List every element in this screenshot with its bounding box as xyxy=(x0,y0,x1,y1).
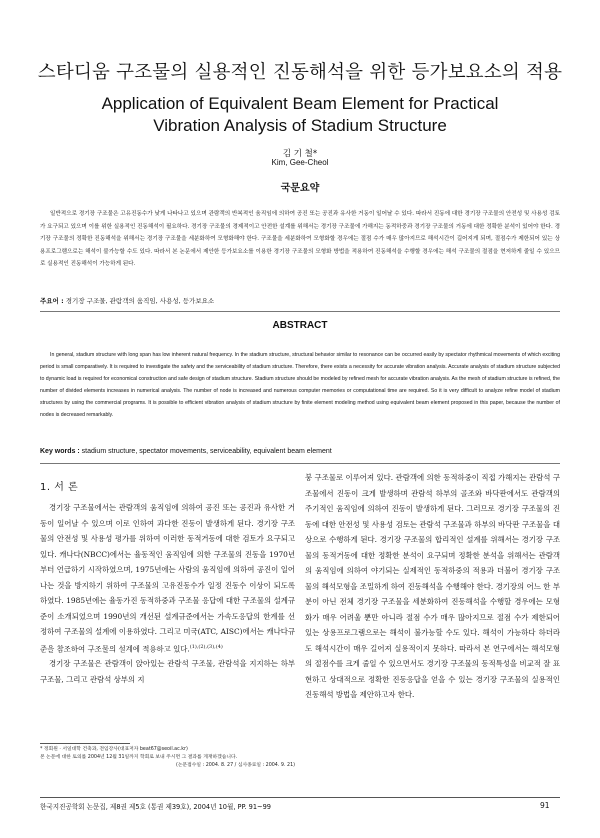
title-en-line2: Vibration Analysis of Stadium Structure xyxy=(153,116,447,135)
footnote-divider xyxy=(40,743,130,744)
section-title: 1. 서 론 xyxy=(40,482,79,493)
page-number: 91 xyxy=(540,801,550,810)
author-korean: 김 기 철* xyxy=(282,149,318,159)
footnote-line: 본 논문에 대한 토의를 2004년 12월 31일까지 학회로 보내 주시면 그 결과를 게재하겠습니다. xyxy=(40,755,238,761)
paper-title-english xyxy=(0,93,600,137)
korean-keywords-text: 경기장 구조물, 관람객의 움직임, 사용성, 등가보요소 xyxy=(65,297,215,305)
english-abstract-body: In general, stadium structure with long span has low inherent natural frequency. In the stadium structure, structural behavior similar to resonance can be occurred easily by spectator rhythmical movements of which exciting period is small comparatively. It is required to investigate the safety and the serviceability of stadium structure. Therefore, there exists a necessity for accurate vibration analysis. Accurate analysis of stadium structure subjected to dynamic load is required for economical construction and safe design of stadium structure. Stadium structure should be modeled by refined mesh for accurate vibration analysis. As the mesh of stadium structure is refined, the number of divided elements increases in numerical analysis. The number of node is increased and numerous computer memories or computational time are required. So it is very difficult to analyze refine model of stadium structures by using the commercial programs. It is possible to efficient vibration analysis of stadium structure by finite element modeling method using equivalent beam element proposed in this paper, because the number of nodes is decreased remarkably. xyxy=(40,352,560,418)
paragraph: 붕 구조물로 이루어져 있다. 관람객에 의한 동적하중이 직접 가해지는 관람석 구조물에서 진동이 크게 발생하며 관람석 하부의 골조와 바닥판에서도 관람객의 주기적인 움직임에 의하여 진동이 발생하게 된다. 그러므로 경기장 구조물의 진동에 대한 안전성 및 사용성 검토는 관람석 구조물과 하부의 바닥판 구조물을 대상으로 수행하게 된다. 경기장 구조물의 합리적인 설계를 위해서는 경기장 구조물의 동적거동에 대한 정확한 분석이 요구되며 정확한 분석을 위해서는 관람객의 움직임에 의하여 야기되는 실제적인 동적하중의 적용과 더불어 경기장 구조물의 해석모형을 조밀하게 하여 진동해석을 수행해야 한다. 경기장의 어느 한 부분이 아닌 전체 경기장 구조물을 세분화하여 진동해석을 수행할 경우에는 모형화가 매우 어려울 뿐만 아니라 절점 수가 매우 많아지므로 절점 수가 제한되어 있는 상용프로그램으로는 해석이 불가능할 수도 있다. 해석이 가능하다 하더라도 해석시간이 매우 길어져 실용적이지 못하다. 따라서 본 연구에서는 해석모형의 절점수를 크게 줄일 수 있으면서도 경기장 구조물의 동적특성을 비교적 잘 표현하고 상대적으로 정확한 진동응답을 얻을 수 있는 경기장 구조물의 실용적인 진동해석 방법을 제안하고자 한다. xyxy=(305,473,560,699)
footnote-line: (논문접수일 : 2004. 8. 27 / 심사종료일 : 2004. 9. 21) xyxy=(175,763,295,769)
footnote-line: * 정회원 · 서일대학 건축과, 전임강사(대표저자 beat67@seoil.ac.kr) xyxy=(40,747,188,752)
english-keywords-label: Key words : xyxy=(40,448,80,455)
korean-keywords xyxy=(40,296,560,305)
korean-keywords-label: 주요어 : xyxy=(40,297,64,305)
divider xyxy=(40,463,560,464)
paragraph: 경기장 구조물은 관람객이 앉아있는 관람석 구조물, 관람석을 지지하는 하부 구조물, 그리고 관람석 상부의 지 xyxy=(40,659,295,684)
left-column xyxy=(40,500,295,687)
footer-divider xyxy=(40,797,560,798)
divider xyxy=(40,311,560,312)
english-abstract-heading: ABSTRACT xyxy=(272,320,328,331)
korean-abstract-heading: 국문요약 xyxy=(280,183,320,194)
journal-citation: 한국지진공학회 논문집, 제8권 제5호 (통권 제39호), 2004년 10월, PP. 91~99 xyxy=(40,803,271,811)
paragraph-text: 경기장 구조물에서는 관람객의 움직임에 의하여 공진 또는 공진과 유사한 거동이 일어날 수 있으며 이로 인하여 과다한 진동이 발생하게 된다. 경기장 구조물의 안전성 및 사용성 평가를 위하여 이러한 동적거동에 대한 검토가 요구되고 있다. 캐나다(NBCC)에서는 율동적인 움직임에 의한 구조물의 진동을 1970년부터 언급하기 시작하였으며, 1975년에는 사람의 움직임에 의하여 공진이 일어나는 것을 방지하기 위하여 구조물의 고유진동수가 일정 진동수 이상이 되도록 하였다. 1985년에는 율동가진 동적하중과 구조물 응답에 대한 구조물의 설계규준이 소개되었으며 1990년의 개선된 설계규준에서는 가속도응답의 한계를 선정하여 구조물의 설계에 이용하였다. 그리고 미국(ATC, AISC)에서는 캐나다규준을 참조하여 구조물의 설계에 적용하고 있다. xyxy=(40,503,295,653)
title-en-line1: Application of Equivalent Beam Element for Practical xyxy=(101,94,499,113)
korean-abstract-body: 일반적으로 경기장 구조물은 고유진동수가 낮게 나타나고 있으며 관람객의 반복적인 움직임에 의하여 공진 또는 공진과 유사한 거동이 일어날 수 있다. 따라서 진동에 대한 경기장 구조물의 안전성 및 사용성 검토가 요구되고 있으며 이를 위한 실용적인 진동해석이 필요하다. 경기장 구조물의 경제적이고 안전한 설계를 위해서는 경기장 구조물에 가해지는 동적하중과 경기장 구조물의 거동에 대한 정확한 분석이 있어야 한다. 경기장 구조물의 정확한 진동해석을 위해서는 경기장 구조물을 세분화하여 모형화해야 한다. 구조물을 세분화하여 모형화할 경우에는 절점 수가 매우 많아지므로 해석시간이 길어지게 되며, 절점수가 제한되어 있는 상용프로그램으로는 해석이 불가능할 수도 있다. 따라서 본 논문에서 제안한 등가보요소를 이용한 경기장 구조물의 모형화 방법을 적용하여 진동해석을 수행할 경우에는 해석 구조물의 절점을 현저하게 줄일 수 있으므로 실용적인 진동해석이 가능하게 된다. xyxy=(40,211,560,267)
paragraph xyxy=(40,500,295,656)
paper-title-korean: 스타디움 구조물의 실용적인 진동해석을 위한 등가보요소의 적용 xyxy=(37,62,563,83)
footnote xyxy=(40,746,295,771)
english-keywords-text: stadium structure, spectator movements, serviceability, equivalent beam element xyxy=(81,448,332,455)
citation: (1),(2),(3),(4) xyxy=(189,643,223,650)
right-column xyxy=(305,470,560,703)
english-keywords xyxy=(40,448,560,455)
author-english: Kim, Gee-Cheol xyxy=(271,158,329,167)
